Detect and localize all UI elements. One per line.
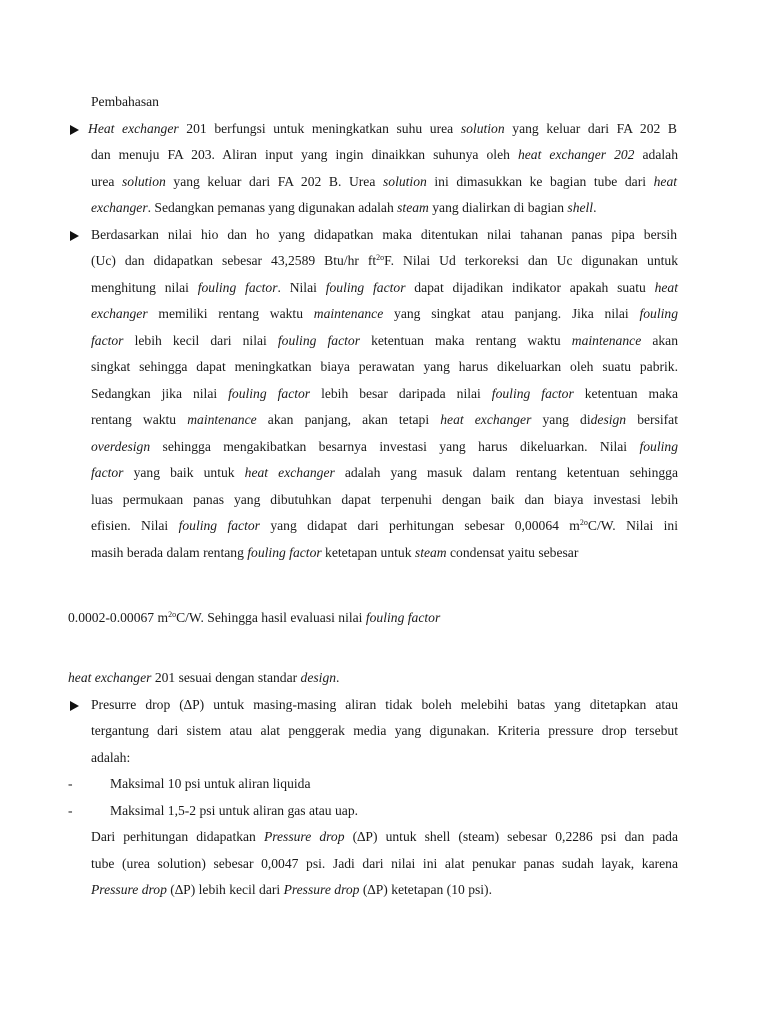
arrow-bullet-icon: [70, 231, 79, 241]
text-italic: overdesign: [91, 439, 151, 454]
p2-line-9: [91, 438, 678, 456]
text: bersifat: [626, 412, 678, 427]
text-italic: fouling: [639, 306, 678, 321]
p3-line-1: Presurre drop (∆P) untuk masing-masing aliran tidak boleh melebihi batas yang ditetapkan atau: [91, 697, 678, 712]
text-italic: Pressure drop: [263, 829, 345, 844]
p2-line-5: [91, 332, 678, 350]
text: (Uc) dan didapatkan sebesar 43,2589 Btu/hr ft: [91, 253, 377, 268]
text-italic: heat: [653, 174, 678, 189]
p1-line-4: [91, 199, 597, 217]
list-marker: -: [68, 776, 73, 791]
p2-line-8: [91, 411, 678, 429]
text: masih berada dalam rentang: [91, 545, 248, 560]
text-italic: heat exchanger: [68, 670, 152, 685]
text: yang keluar dari FA 202 B: [504, 121, 677, 136]
text: sehingga mengakibatkan besarnya investasi yang harus dikeluarkan. Nilai: [150, 439, 640, 454]
text: Sedangkan jika nilai: [91, 386, 229, 401]
text-italic: solution: [122, 174, 166, 189]
text-italic: fouling factor: [247, 545, 322, 560]
p2-line-13: [91, 544, 578, 562]
text: Dari perhitungan didapatkan: [91, 829, 264, 844]
text: 0.0002-0.00067 m: [68, 610, 169, 625]
text-italic: fouling factor: [277, 333, 360, 348]
p2-line-4: [91, 305, 678, 323]
superscript: 2o: [168, 610, 177, 619]
standard-line: [68, 669, 339, 687]
p2-line-10: [91, 464, 678, 482]
text: dapat dijadikan indikator apakah suatu: [405, 280, 655, 295]
p2-line-3: [91, 279, 678, 297]
text: yang singkat atau panjang. Jika nilai: [383, 306, 640, 321]
section-heading: Pembahasan: [91, 94, 159, 109]
text: adalah yang masuk dalam rentang ketentuan sehingga: [334, 465, 678, 480]
text-italic: design: [300, 670, 337, 685]
text: memiliki rentang waktu: [147, 306, 314, 321]
text: .: [593, 200, 597, 215]
text-italic: solution: [382, 174, 427, 189]
text: ketentuan maka rentang waktu: [359, 333, 572, 348]
text: lebih besar daripada nilai: [310, 386, 492, 401]
text: ketentuan maka: [573, 386, 678, 401]
p1-line-2: [91, 146, 678, 164]
text-italic: solution: [460, 121, 505, 136]
text-italic: exchanger: [91, 306, 148, 321]
text: urea: [91, 174, 122, 189]
text-italic: shell: [567, 200, 594, 215]
p4-line-2: tube (urea solution) sebesar 0,0047 psi. Jadi dari nilai ini alat penukar panas sudah layak, karena: [91, 856, 678, 871]
text-italic: design: [590, 412, 627, 427]
p1-line-3: [91, 173, 677, 191]
arrow-bullet-icon: [70, 125, 79, 135]
p1-line-1: [88, 120, 677, 138]
text-italic: fouling: [639, 439, 678, 454]
text: yang di: [531, 412, 591, 427]
text-italic: fouling factor: [228, 386, 311, 401]
text: (∆P) untuk shell (steam) sebesar 0,2286 psi dan pada: [344, 829, 678, 844]
text-italic: heat: [654, 280, 678, 295]
text: condensat yaitu sebesar: [446, 545, 579, 560]
text: rentang waktu: [91, 412, 188, 427]
text: yang dialirkan di bagian: [428, 200, 568, 215]
arrow-bullet-icon: [70, 701, 79, 711]
text: . Nilai: [277, 280, 326, 295]
list-marker: -: [68, 803, 73, 818]
text: F. Nilai Ud terkoreksi dan Uc digunakan untuk: [384, 253, 678, 268]
range-line: [68, 609, 440, 627]
p2-line-1: Berdasarkan nilai hio dan ho yang didapatkan maka ditentukan nilai tahanan panas pipa bersih: [91, 227, 677, 242]
text-italic: Pressure drop: [283, 882, 360, 897]
text: dan menuju FA 203. Aliran input yang ingin dinaikkan suhunya oleh: [91, 147, 518, 162]
text: lebih kecil dari nilai: [123, 333, 278, 348]
text-italic: maintenance: [187, 412, 257, 427]
text: ini dimasukkan ke bagian tube dari: [426, 174, 654, 189]
text: . Sedangkan pemanas yang digunakan adalah: [147, 200, 398, 215]
superscript: 2o: [579, 518, 588, 527]
p3-line-3: adalah:: [91, 750, 131, 765]
text-italic: factor: [91, 333, 124, 348]
text-italic: maintenance: [571, 333, 642, 348]
text-italic: Heat exchanger: [88, 121, 179, 136]
text-italic: fouling factor: [365, 610, 441, 625]
text-italic: steam: [397, 200, 429, 215]
text-italic: fouling factor: [197, 280, 278, 295]
p2-line-12: [91, 517, 678, 535]
text-italic: steam: [414, 545, 447, 560]
text: akan panjang, akan tetapi: [256, 412, 441, 427]
text-italic: heat exchanger: [244, 465, 335, 480]
text: akan: [641, 333, 678, 348]
p2-line-7: [91, 385, 678, 403]
text: yang keluar dari FA 202 B. Urea: [165, 174, 383, 189]
text-italic: factor: [91, 465, 124, 480]
text: menghitung nilai: [91, 280, 198, 295]
text: 201 sesuai dengan standar: [151, 670, 301, 685]
text: adalah: [634, 147, 678, 162]
list-item: Maksimal 1,5-2 psi untuk aliran gas atau uap.: [110, 803, 359, 818]
text: .: [336, 670, 340, 685]
text: (∆P) lebih kecil dari: [166, 882, 284, 897]
text-italic: fouling factor: [491, 386, 574, 401]
text-italic: fouling factor: [325, 280, 406, 295]
list-item: Maksimal 10 psi untuk aliran liquida: [110, 776, 311, 791]
text: yang didapat dari perhitungan sebesar 0,00064 m: [259, 518, 580, 533]
p2-line-11: luas permukaan panas yang dibutuhkan dapat terpenuhi dengan baik dan biaya investasi lebih: [91, 492, 678, 507]
p3-line-2: tergantung dari sistem atau alat penggerak media yang digunakan. Kriteria pressure drop tersebut: [91, 723, 678, 738]
text: ketetapan untuk: [321, 545, 415, 560]
p2-line-2: [91, 252, 678, 270]
p4-line-1: [91, 828, 678, 846]
text: C/W. Nilai ini: [587, 518, 678, 533]
text-italic: maintenance: [313, 306, 384, 321]
text-italic: exchanger: [91, 200, 148, 215]
text-italic: heat exchanger: [440, 412, 532, 427]
p4-line-3: [91, 881, 492, 899]
text: efisien. Nilai: [91, 518, 179, 533]
text: C/W. Sehingga hasil evaluasi nilai: [176, 610, 366, 625]
superscript: 2o: [376, 253, 385, 262]
text: yang baik untuk: [123, 465, 245, 480]
text-italic: fouling factor: [178, 518, 260, 533]
text-italic: Pressure drop: [91, 882, 167, 897]
text: (∆P) ketetapan (10 psi).: [359, 882, 492, 897]
text-italic: heat exchanger 202: [517, 147, 635, 162]
text: 201 berfungsi untuk meningkatkan suhu urea: [178, 121, 461, 136]
p2-line-6: singkat sehingga dapat meningkatkan biaya perawatan yang harus dikeluarkan oleh suatu pabrik.: [91, 359, 678, 374]
